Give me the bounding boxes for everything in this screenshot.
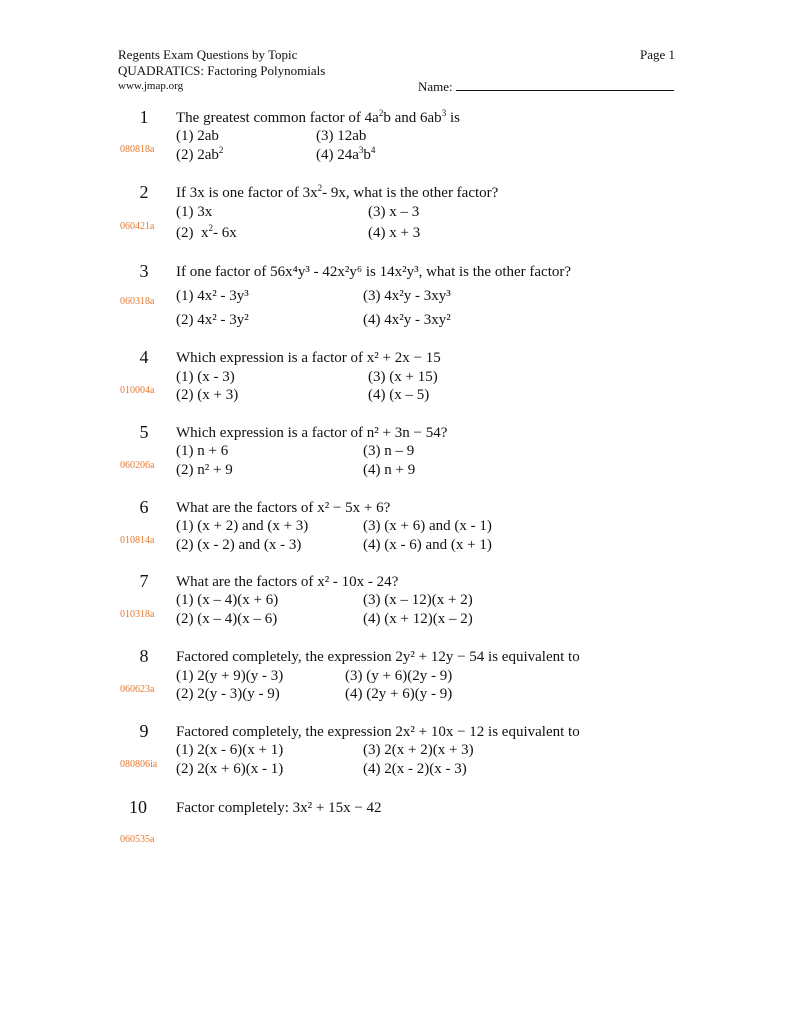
name-blank-line (456, 78, 674, 91)
question-code: 010318a (120, 609, 155, 620)
question-code: 080806ia (120, 759, 158, 770)
question-number: 4 (139, 347, 149, 367)
question-stem: Which expression is a factor of n² + 3n − 54? (176, 425, 448, 441)
question-stem: If one factor of 56x⁴y³ - 42x²y⁶ is 14x²y³, what is the other factor? (176, 264, 572, 280)
question-stem: The greatest common factor of $4a^2b$ and $6ab^3$ is (176, 108, 460, 126)
question-number: 10 (129, 797, 147, 817)
question-code: 010004a (120, 385, 155, 396)
option-4[interactable]: (4) (x + 12)(x – 2) (363, 611, 473, 627)
option-1[interactable]: (1) (x – 4)(x + 6) (176, 592, 279, 608)
option-2[interactable]: (2) (x - 2) and (x - 3) (176, 537, 302, 553)
option-1[interactable]: (1) (x - 3) (176, 369, 235, 385)
option-4[interactable]: (4) 4x²y - 3xy² (363, 312, 451, 328)
header-topic: QUADRATICS: Factoring Polynomials (118, 63, 326, 78)
name-field[interactable] (418, 78, 674, 95)
option-2[interactable]: (2) $x^2-$ 6x (176, 223, 237, 241)
option-3[interactable]: (3) (x + 6) and (x - 1) (363, 518, 492, 534)
question-number: 8 (139, 646, 149, 666)
question-stem: What are the factors of x² - 10x - 24? (176, 574, 399, 590)
option-4[interactable]: (4) (x – 5) (368, 387, 430, 403)
question-code: 060206a (120, 460, 155, 471)
option-1[interactable]: (1) 4x² - 3y³ (176, 288, 249, 304)
question-code: 080818a (120, 144, 155, 155)
option-2[interactable]: (2) $2ab^2$ (176, 145, 224, 163)
option-3[interactable]: (3) (y + 6)(2y - 9) (345, 668, 453, 684)
question-code: 060421a (120, 221, 155, 232)
question-number: 1 (139, 107, 149, 127)
option-1[interactable]: (1) 2(x - 6)(x + 1) (176, 742, 284, 758)
question-code: 010814a (120, 535, 155, 546)
option-2[interactable]: (2) 4x² - 3y² (176, 312, 249, 328)
option-1[interactable]: (1) (x + 2) and (x + 3) (176, 518, 309, 534)
question-number: 9 (139, 721, 149, 741)
option-4[interactable]: (4) (2y + 6)(y - 9) (345, 686, 453, 702)
question-code: 060535a (120, 834, 155, 845)
option-1[interactable]: (1) n + 6 (176, 443, 229, 459)
option-4[interactable]: (4) x + 3 (368, 225, 421, 241)
option-3[interactable]: (3) x – 3 (368, 204, 420, 220)
option-4[interactable]: (4) 2(x - 2)(x - 3) (363, 761, 467, 777)
question-number: 5 (139, 422, 149, 442)
question-stem: Factored completely, the expression 2y² + 12y − 54 is equivalent to (176, 649, 580, 665)
question-stem: Factor completely: 3x² + 15x − 42 (176, 800, 382, 816)
option-3[interactable]: (3) 2(x + 2)(x + 3) (363, 742, 474, 758)
header-title: Regents Exam Questions by Topic (118, 47, 298, 62)
question-stem: What are the factors of x² − 5x + 6? (176, 500, 391, 516)
question-code: 060318a (120, 296, 155, 307)
page-number: Page 1 (640, 47, 676, 62)
option-3[interactable]: (3) (x – 12)(x + 2) (363, 592, 473, 608)
question-number: 2 (139, 182, 149, 202)
question-number: 6 (139, 497, 149, 517)
header-site: www.jmap.org (118, 80, 184, 92)
option-2[interactable]: (2) 2(y - 3)(y - 9) (176, 686, 280, 702)
option-3[interactable]: (3) 12ab (316, 128, 367, 144)
option-1[interactable]: (1) 3x (176, 204, 213, 220)
option-4[interactable]: (4) n + 9 (363, 462, 416, 478)
option-1[interactable]: (1) 2(y + 9)(y - 3) (176, 668, 284, 684)
question-stem: Factored completely, the expression 2x² + 10x − 12 is equivalent to (176, 724, 580, 740)
option-3[interactable]: (3) (x + 15) (368, 369, 438, 385)
question-stem: Which expression is a factor of x² + 2x − 15 (176, 350, 441, 366)
option-4[interactable]: (4) $24a^3b^4$ (316, 145, 376, 163)
question-code: 060623a (120, 684, 155, 695)
question-number: 7 (139, 571, 149, 591)
option-2[interactable]: (2) (x – 4)(x – 6) (176, 611, 278, 627)
option-2[interactable]: (2) (x + 3) (176, 387, 239, 403)
option-1[interactable]: (1) 2ab (176, 128, 219, 144)
option-3[interactable]: (3) 4x²y - 3xy³ (363, 288, 451, 304)
option-2[interactable]: (2) 2(x + 6)(x - 1) (176, 761, 284, 777)
option-4[interactable]: (4) (x - 6) and (x + 1) (363, 537, 492, 553)
question-number: 3 (139, 261, 149, 281)
option-3[interactable]: (3) n – 9 (363, 443, 415, 459)
option-2[interactable]: (2) n² + 9 (176, 462, 233, 478)
name-label: Name: (418, 79, 453, 94)
question-stem: If 3x is one factor of $3x^2-$ 9x, what is the other factor? (176, 183, 499, 201)
